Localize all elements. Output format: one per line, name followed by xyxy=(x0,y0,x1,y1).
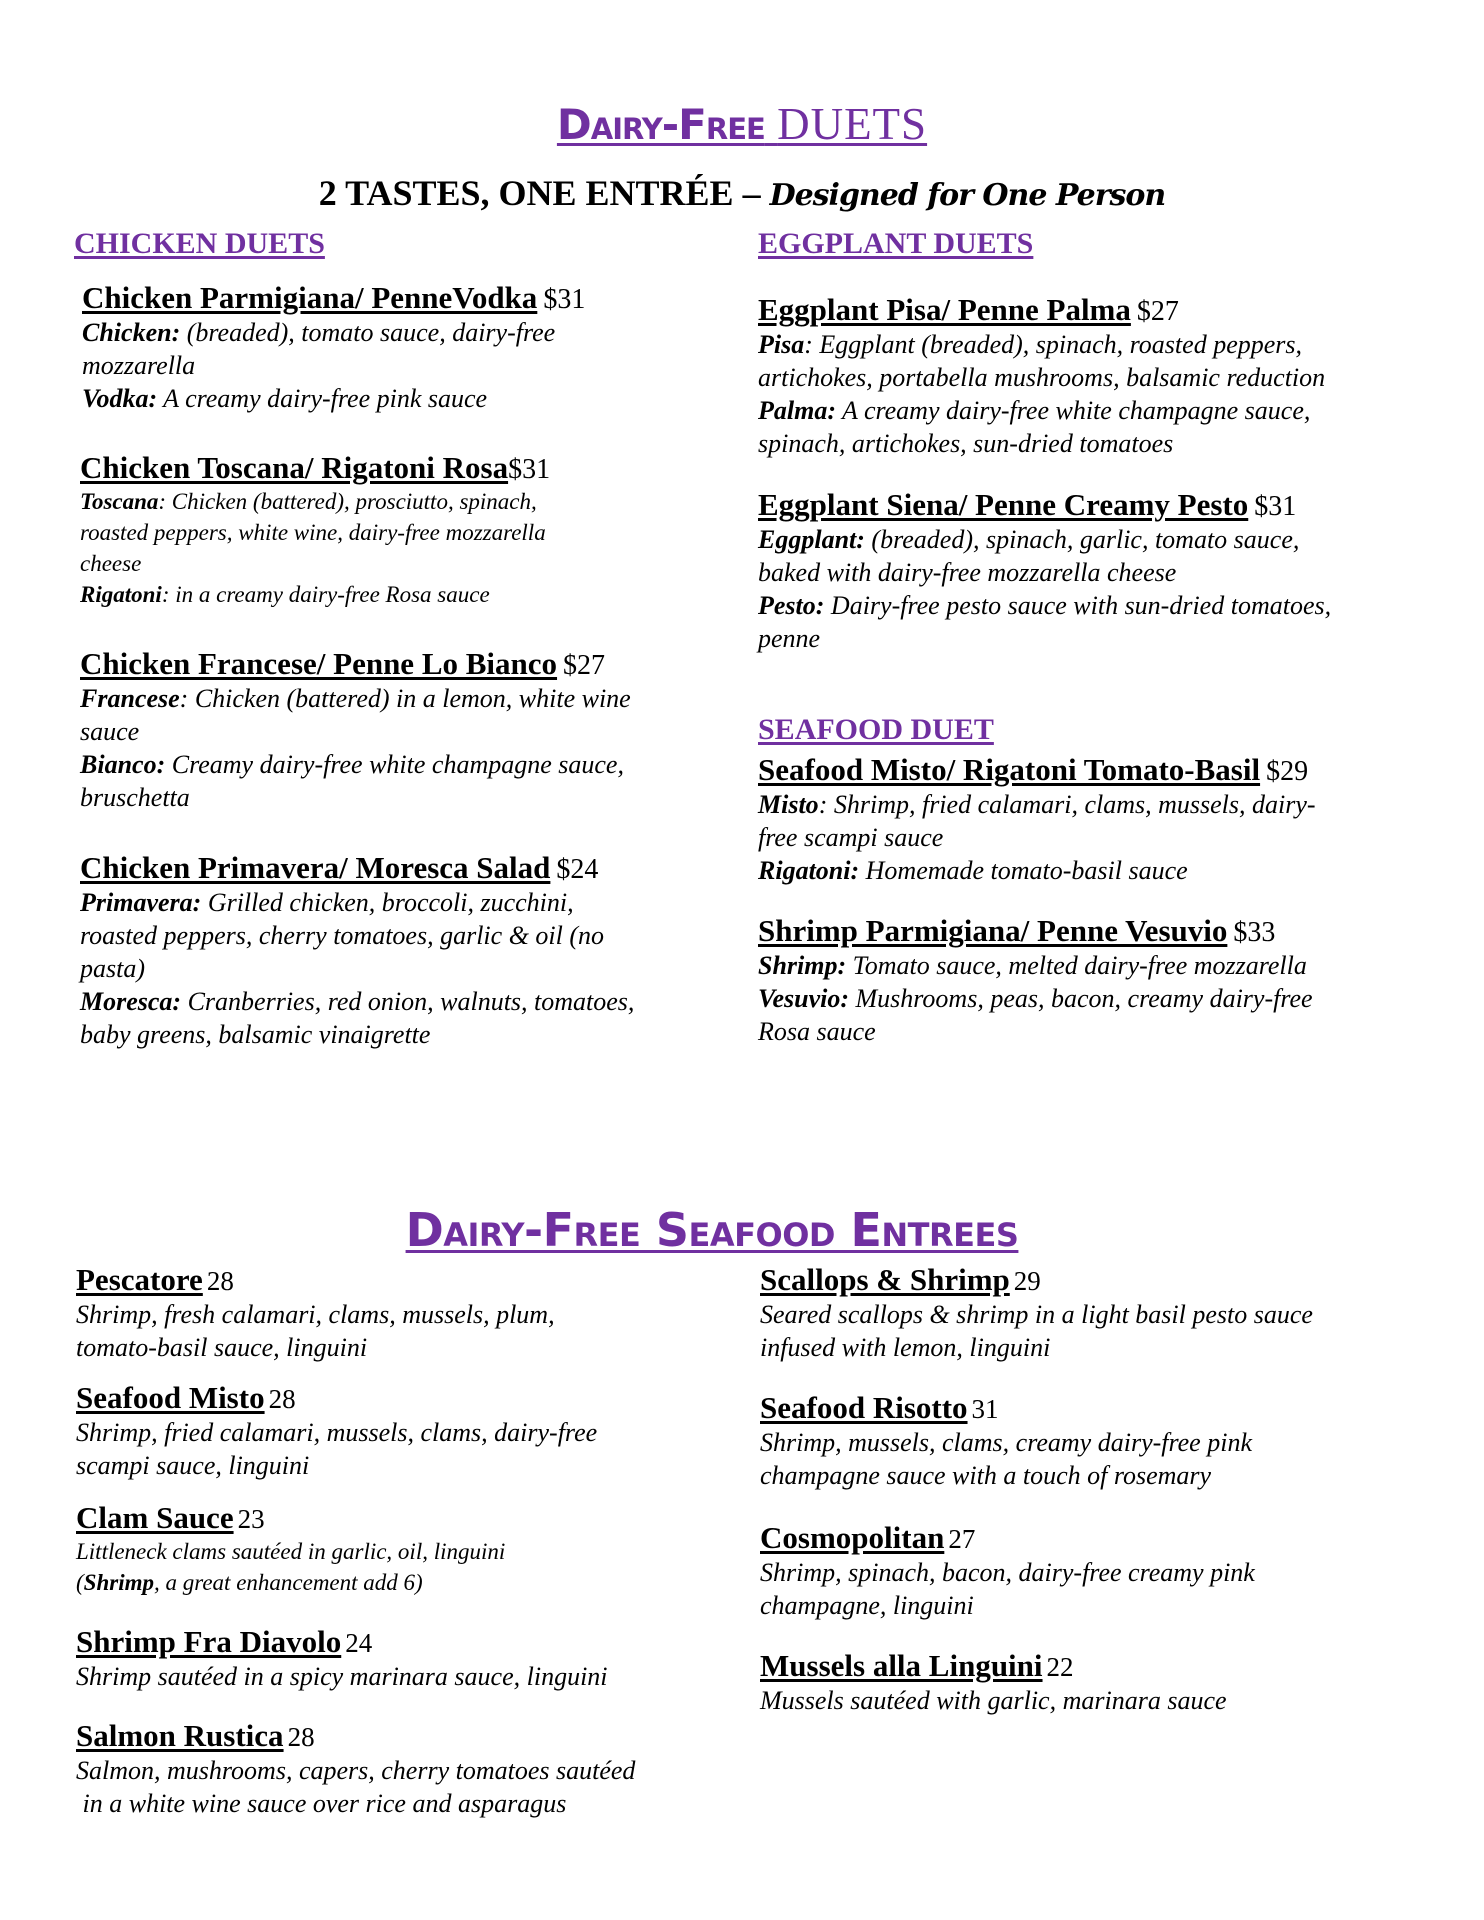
item-line: Mussels sautéed with garlic, marinara sauce xyxy=(760,1686,1227,1715)
item-line: champagne sauce with a touch of rosemary xyxy=(760,1461,1212,1490)
item-price: 28 xyxy=(206,1266,234,1296)
item-name: Seafood Misto/ Rigatoni Tomato-Basil xyxy=(758,752,1261,787)
item-line: Moresca: Cranberries, red onion, walnuts, tomatoes, xyxy=(80,987,635,1016)
seafood-duet-item xyxy=(758,752,1438,887)
seafood-entrees-title: Dairy-Free Seafood Entrees xyxy=(405,1203,1019,1257)
entree-item xyxy=(76,1500,756,1598)
item-line: Vesuvio: Mushrooms, peas, bacon, creamy dairy-free xyxy=(758,984,1313,1013)
item-line: Eggplant: (breaded), spinach, garlic, tomato sauce, xyxy=(758,525,1300,554)
item-line: roasted peppers, white wine, dairy-free mozzarella xyxy=(80,520,546,545)
seafood-duet-heading: SEAFOOD DUET xyxy=(758,713,994,746)
item-name: Shrimp Fra Diavolo xyxy=(76,1624,342,1659)
duets-title-part2: DUETS xyxy=(777,99,928,149)
item-name: Scallops & Shrimp xyxy=(760,1262,1010,1297)
item-line: champagne, linguini xyxy=(760,1591,974,1620)
item-name: Seafood Misto xyxy=(76,1380,265,1415)
item-line: (Shrimp, a great enhancement add 6) xyxy=(76,1570,423,1595)
item-line: Primavera: Grilled chicken, broccoli, zucchini, xyxy=(80,888,574,917)
item-price: $27 xyxy=(1136,296,1179,327)
item-name: Eggplant Pisa/ Penne Palma xyxy=(758,292,1131,327)
item-line: Francese: Chicken (battered) in a lemon, white wine xyxy=(80,684,631,713)
item-name: Cosmopolitan xyxy=(760,1520,945,1555)
entree-item xyxy=(76,1380,756,1482)
chicken-duet-item xyxy=(80,850,760,1051)
item-price: 27 xyxy=(948,1524,976,1554)
item-line: penne xyxy=(758,624,821,653)
entree-item xyxy=(760,1648,1440,1717)
item-line: spinach, artichokes, sun-dried tomatoes xyxy=(758,429,1174,458)
item-line: Chicken: (breaded), tomato sauce, dairy-free xyxy=(82,318,556,347)
eggplant-duet-item xyxy=(758,487,1438,655)
item-price: 31 xyxy=(971,1394,999,1424)
duets-title xyxy=(0,98,1484,150)
item-price: $31 xyxy=(543,284,586,315)
item-name: Eggplant Siena/ Penne Creamy Pesto xyxy=(758,487,1249,522)
item-line: baby greens, balsamic vinaigrette xyxy=(80,1020,431,1049)
item-line: mozzarella xyxy=(82,351,196,380)
item-line: Salmon, mushrooms, capers, cherry tomatoes sautéed xyxy=(76,1756,636,1785)
item-line: Shrimp, spinach, bacon, dairy-free creamy pink xyxy=(760,1558,1255,1587)
item-name: Chicken Primavera/ Moresca Salad xyxy=(80,850,551,885)
tagline-script: Designed for One Person xyxy=(769,178,1166,213)
item-line: sauce xyxy=(80,717,140,746)
seafood-duet-item xyxy=(758,913,1438,1048)
eggplant-duet-item xyxy=(758,292,1438,460)
item-line: Vodka: A creamy dairy-free pink sauce xyxy=(82,384,488,413)
item-line: Rigatoni: in a creamy dairy-free Rosa sauce xyxy=(80,582,490,607)
item-line: artichokes, portabella mushrooms, balsamic reduction xyxy=(758,363,1326,392)
item-name: Chicken Toscana/ Rigatoni Rosa xyxy=(80,450,509,485)
item-line: Shrimp, fried calamari, mussels, clams, dairy-free xyxy=(76,1418,598,1447)
item-name: Shrimp Parmigiana/ Penne Vesuvio xyxy=(758,913,1228,948)
item-line: scampi sauce, linguini xyxy=(76,1451,310,1480)
item-line: Pesto: Dairy-free pesto sauce with sun-dried tomatoes, xyxy=(758,591,1332,620)
item-line: tomato-basil sauce, linguini xyxy=(76,1333,368,1362)
item-line: Bianco: Creamy dairy-free white champagne sauce, xyxy=(80,750,624,779)
item-line: pasta) xyxy=(80,954,145,983)
duets-title-part1: Dairy-Free xyxy=(556,100,765,149)
item-price: $31 xyxy=(1254,491,1297,522)
entree-item xyxy=(76,1718,756,1820)
tagline-dash: – xyxy=(742,173,761,213)
tagline-main: 2 TASTES, ONE ENTRÉE xyxy=(318,173,734,213)
item-price: $27 xyxy=(563,650,606,681)
item-line: Rigatoni: Homemade tomato-basil sauce xyxy=(758,856,1188,885)
entree-item xyxy=(760,1520,1440,1622)
entree-item xyxy=(76,1624,756,1693)
chicken-duet-item xyxy=(80,450,760,610)
item-line: Shrimp, fresh calamari, clams, mussels, plum, xyxy=(76,1300,555,1329)
item-line: Toscana: Chicken (battered), prosciutto, spinach, xyxy=(80,489,537,514)
item-line: Shrimp, mussels, clams, creamy dairy-free pink xyxy=(760,1428,1252,1457)
item-line: Shrimp: Tomato sauce, melted dairy-free mozzarella xyxy=(758,951,1307,980)
item-line: Shrimp sautéed in a spicy marinara sauce, linguini xyxy=(76,1662,608,1691)
item-line: free scampi sauce xyxy=(758,823,944,852)
item-name: Chicken Parmigiana/ PenneVodka xyxy=(82,280,538,315)
item-name: Pescatore xyxy=(76,1262,203,1297)
chicken-duets-heading: CHICKEN DUETS xyxy=(74,227,325,260)
item-price: $29 xyxy=(1266,756,1309,787)
item-line: cheese xyxy=(80,551,142,576)
item-line: roasted peppers, cherry tomatoes, garlic & oil (no xyxy=(80,921,605,950)
item-price: 23 xyxy=(237,1504,265,1534)
item-line: Palma: A creamy dairy-free white champagne sauce, xyxy=(758,396,1311,425)
item-price: 22 xyxy=(1046,1652,1074,1682)
chicken-duet-item xyxy=(82,280,762,415)
item-line: baked with dairy-free mozzarella cheese xyxy=(758,558,1177,587)
item-price: 24 xyxy=(345,1628,373,1658)
item-line: Pisa: Eggplant (breaded), spinach, roasted peppers, xyxy=(758,330,1303,359)
item-price: $31 xyxy=(508,454,551,485)
item-price: 28 xyxy=(268,1384,296,1414)
tagline xyxy=(0,172,1484,214)
item-name: Mussels alla Linguini xyxy=(760,1648,1043,1683)
item-name: Seafood Risotto xyxy=(760,1390,968,1425)
item-price: $24 xyxy=(556,854,599,885)
chicken-duet-item xyxy=(80,646,760,814)
entree-item xyxy=(760,1390,1440,1492)
entree-item xyxy=(76,1262,756,1364)
item-line: Littleneck clams sautéed in garlic, oil, linguini xyxy=(76,1539,506,1564)
item-name: Clam Sauce xyxy=(76,1500,234,1535)
item-line: bruschetta xyxy=(80,783,190,812)
item-line: infused with lemon, linguini xyxy=(760,1333,1051,1362)
item-name: Salmon Rustica xyxy=(76,1718,284,1753)
item-line: in a white wine sauce over rice and asparagus xyxy=(76,1789,567,1818)
entree-item xyxy=(760,1262,1440,1364)
item-line: Misto: Shrimp, fried calamari, clams, mussels, dairy- xyxy=(758,790,1316,819)
item-line: Rosa sauce xyxy=(758,1017,876,1046)
eggplant-duets-heading: EGGPLANT DUETS xyxy=(758,227,1034,260)
item-price: 28 xyxy=(287,1722,315,1752)
item-name: Chicken Francese/ Penne Lo Bianco xyxy=(80,646,558,681)
item-line: Seared scallops & shrimp in a light basil pesto sauce xyxy=(760,1300,1313,1329)
item-price: 29 xyxy=(1013,1266,1041,1296)
item-price: $33 xyxy=(1233,917,1276,948)
